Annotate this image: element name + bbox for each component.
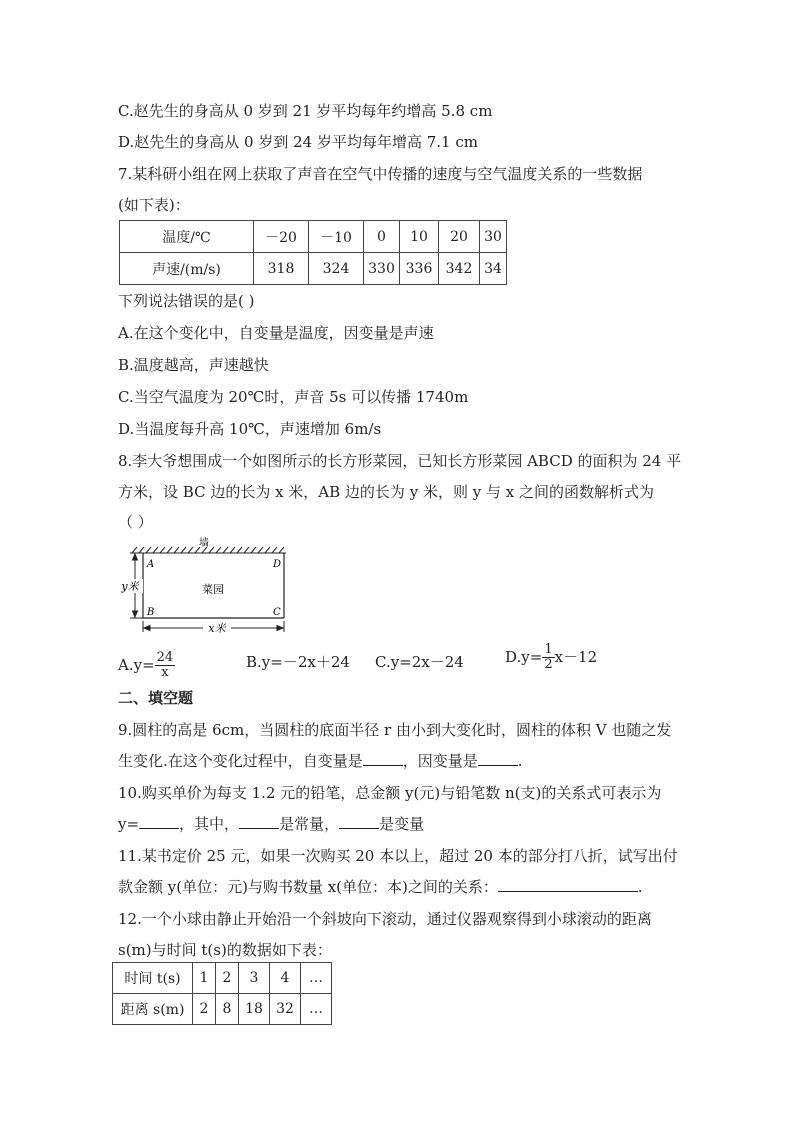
answer-blank[interactable] bbox=[139, 814, 179, 829]
q12-table-cell: 3 bbox=[239, 963, 270, 994]
answer-blank[interactable] bbox=[363, 751, 403, 766]
q12-table-row-time bbox=[113, 963, 332, 994]
q12-table-cell: … bbox=[301, 963, 332, 994]
q8-stem-line2: 方米，设 BC 边的长为 x 米，AB 边的长为 y 米，则 y 与 x 之间的函数解析式为 bbox=[118, 483, 654, 501]
q10-line2 bbox=[118, 813, 424, 834]
q8-options bbox=[118, 638, 678, 681]
q6-option-c: C.赵先生的身高从 0 岁到 21 岁平均每年约增高 5.8 cm bbox=[118, 102, 493, 120]
q8-option-d-prefix: D.y= bbox=[505, 647, 543, 666]
wall-label: 墙 bbox=[199, 538, 209, 549]
answer-blank[interactable] bbox=[339, 814, 379, 829]
q7-table-cell: 30 bbox=[480, 221, 507, 253]
answer-blank[interactable] bbox=[478, 751, 518, 766]
vertex-d: D bbox=[273, 559, 282, 570]
q7-table-cell: 324 bbox=[309, 253, 364, 285]
x-label: x米 bbox=[208, 622, 226, 635]
q12-table-cell: 2 bbox=[193, 994, 216, 1025]
q9-text: ，因变量是 bbox=[402, 752, 478, 770]
q7-table-cell: 0 bbox=[364, 221, 400, 253]
q7-table-cell: 330 bbox=[364, 253, 400, 285]
q12-table-cell: 18 bbox=[239, 994, 270, 1025]
vertex-c: C bbox=[273, 607, 281, 618]
q9-line1: 9.圆柱的高是 6cm，当圆柱的底面半径 r 由小到大变化时，圆柱的体积 V 也随之发 bbox=[118, 721, 672, 739]
q7-table-cell: 336 bbox=[400, 253, 439, 285]
q12-table-cell: … bbox=[301, 994, 332, 1025]
garden-label: 菜园 bbox=[202, 583, 224, 596]
q7-stem-line1: 7.某科研小组在网上获取了声音在空气中传播的速度与空气温度关系的一些数据 bbox=[118, 165, 643, 183]
fraction-numerator: 1 bbox=[544, 642, 553, 657]
q10-line1: 10.购买单价为每支 1.2 元的铅笔，总金额 y(元)与铅笔数 n(支)的关系式可表示为 bbox=[118, 784, 662, 802]
q12-data-table bbox=[112, 962, 332, 1025]
q10-text: ，其中， bbox=[179, 815, 240, 833]
q8-option-a-prefix: A.y= bbox=[118, 655, 155, 674]
q8-option-d-suffix: x－12 bbox=[554, 647, 598, 666]
y-label: y米 bbox=[121, 580, 139, 593]
q11-text: 款金额 y(单位：元)与购书数量 x(单位：本)之间的关系： bbox=[118, 878, 498, 896]
answer-blank[interactable] bbox=[239, 814, 279, 829]
q7-table-cell: 20 bbox=[439, 221, 480, 253]
vertex-a: A bbox=[147, 559, 155, 570]
q8-option-a bbox=[118, 651, 175, 681]
q12-table-cell: 8 bbox=[216, 994, 239, 1025]
q11-line1: 11.某书定价 25 元，如果一次购买 20 本以上，超过 20 本的部分打八折，试写出付 bbox=[118, 847, 678, 865]
q7-table-cell: 34 bbox=[480, 253, 507, 285]
q10-text: 是变量 bbox=[379, 815, 425, 833]
answer-blank[interactable] bbox=[498, 877, 638, 892]
q7-table-cell: －10 bbox=[309, 221, 364, 253]
q7-table-cell: 10 bbox=[400, 221, 439, 253]
q7-option-c: C.当空气温度为 20℃时，声音 5s 可以传播 1740m bbox=[118, 388, 469, 406]
q7-question: 下列说法错误的是( ) bbox=[118, 292, 255, 310]
q12-table-cell: 4 bbox=[270, 963, 301, 994]
q8-option-b: B.y=－2x＋24 bbox=[246, 653, 350, 671]
q7-option-d: D.当温度每升高 10℃，声速增加 6m/s bbox=[118, 420, 382, 438]
q7-stem-line2: (如下表)： bbox=[118, 196, 190, 214]
q7-table-row-temperature bbox=[120, 221, 507, 253]
q8-option-d bbox=[505, 643, 597, 673]
q12-table-cell: 2 bbox=[216, 963, 239, 994]
fraction-denominator: 2 bbox=[544, 657, 553, 673]
fraction-numerator: 24 bbox=[156, 650, 174, 665]
section-title-fill-in: 二、填空题 bbox=[118, 689, 194, 707]
q7-table-cell: －20 bbox=[254, 221, 309, 253]
q8-option-a-fraction bbox=[155, 651, 176, 681]
q11-text: . bbox=[637, 878, 643, 896]
q11-line2 bbox=[118, 876, 643, 897]
q7-data-table bbox=[119, 220, 507, 285]
q7-table-header: 温度/℃ bbox=[120, 221, 254, 253]
q7-table-cell: 342 bbox=[439, 253, 480, 285]
q8-option-d-fraction bbox=[542, 643, 554, 673]
q8-stem-line3: （ ） bbox=[118, 513, 153, 531]
q9-text: . bbox=[517, 752, 523, 770]
q12-table-cell: 1 bbox=[193, 963, 216, 994]
q8-garden-figure bbox=[110, 535, 300, 640]
q10-text: 是常量， bbox=[279, 815, 340, 833]
q12-table-row-distance bbox=[113, 994, 332, 1025]
q9-text: 生变化.在这个变化过程中，自变量是 bbox=[118, 752, 363, 770]
q8-option-c: C.y=2x－24 bbox=[375, 653, 464, 671]
q12-table-cell: 32 bbox=[270, 994, 301, 1025]
q8-stem-line1: 8.李大爷想围成一个如图所示的长方形菜园，已知长方形菜园 ABCD 的面积为 24 平 bbox=[118, 452, 682, 470]
q7-table-header: 声速/(m/s) bbox=[120, 253, 254, 285]
q12-table-header: 距离 s(m) bbox=[113, 994, 193, 1025]
q9-line2 bbox=[118, 750, 523, 771]
q7-table-row-speed bbox=[120, 253, 507, 285]
q7-table-cell: 318 bbox=[254, 253, 309, 285]
q12-table-header: 时间 t(s) bbox=[113, 963, 193, 994]
q7-option-a: A.在这个变化中，自变量是温度，因变量是声速 bbox=[118, 324, 434, 342]
q10-text: y= bbox=[118, 815, 140, 833]
q6-option-d: D.赵先生的身高从 0 岁到 24 岁平均每年增高 7.1 cm bbox=[118, 133, 478, 151]
vertex-b: B bbox=[147, 607, 155, 618]
q12-line1: 12.一个小球由静止开始沿一个斜坡向下滚动，通过仪器观察得到小球滚动的距离 bbox=[118, 910, 652, 928]
q12-line2: s(m)与时间 t(s)的数据如下表： bbox=[118, 941, 332, 959]
fraction-denominator: x bbox=[161, 665, 169, 681]
q7-option-b: B.温度越高，声速越快 bbox=[118, 356, 269, 374]
